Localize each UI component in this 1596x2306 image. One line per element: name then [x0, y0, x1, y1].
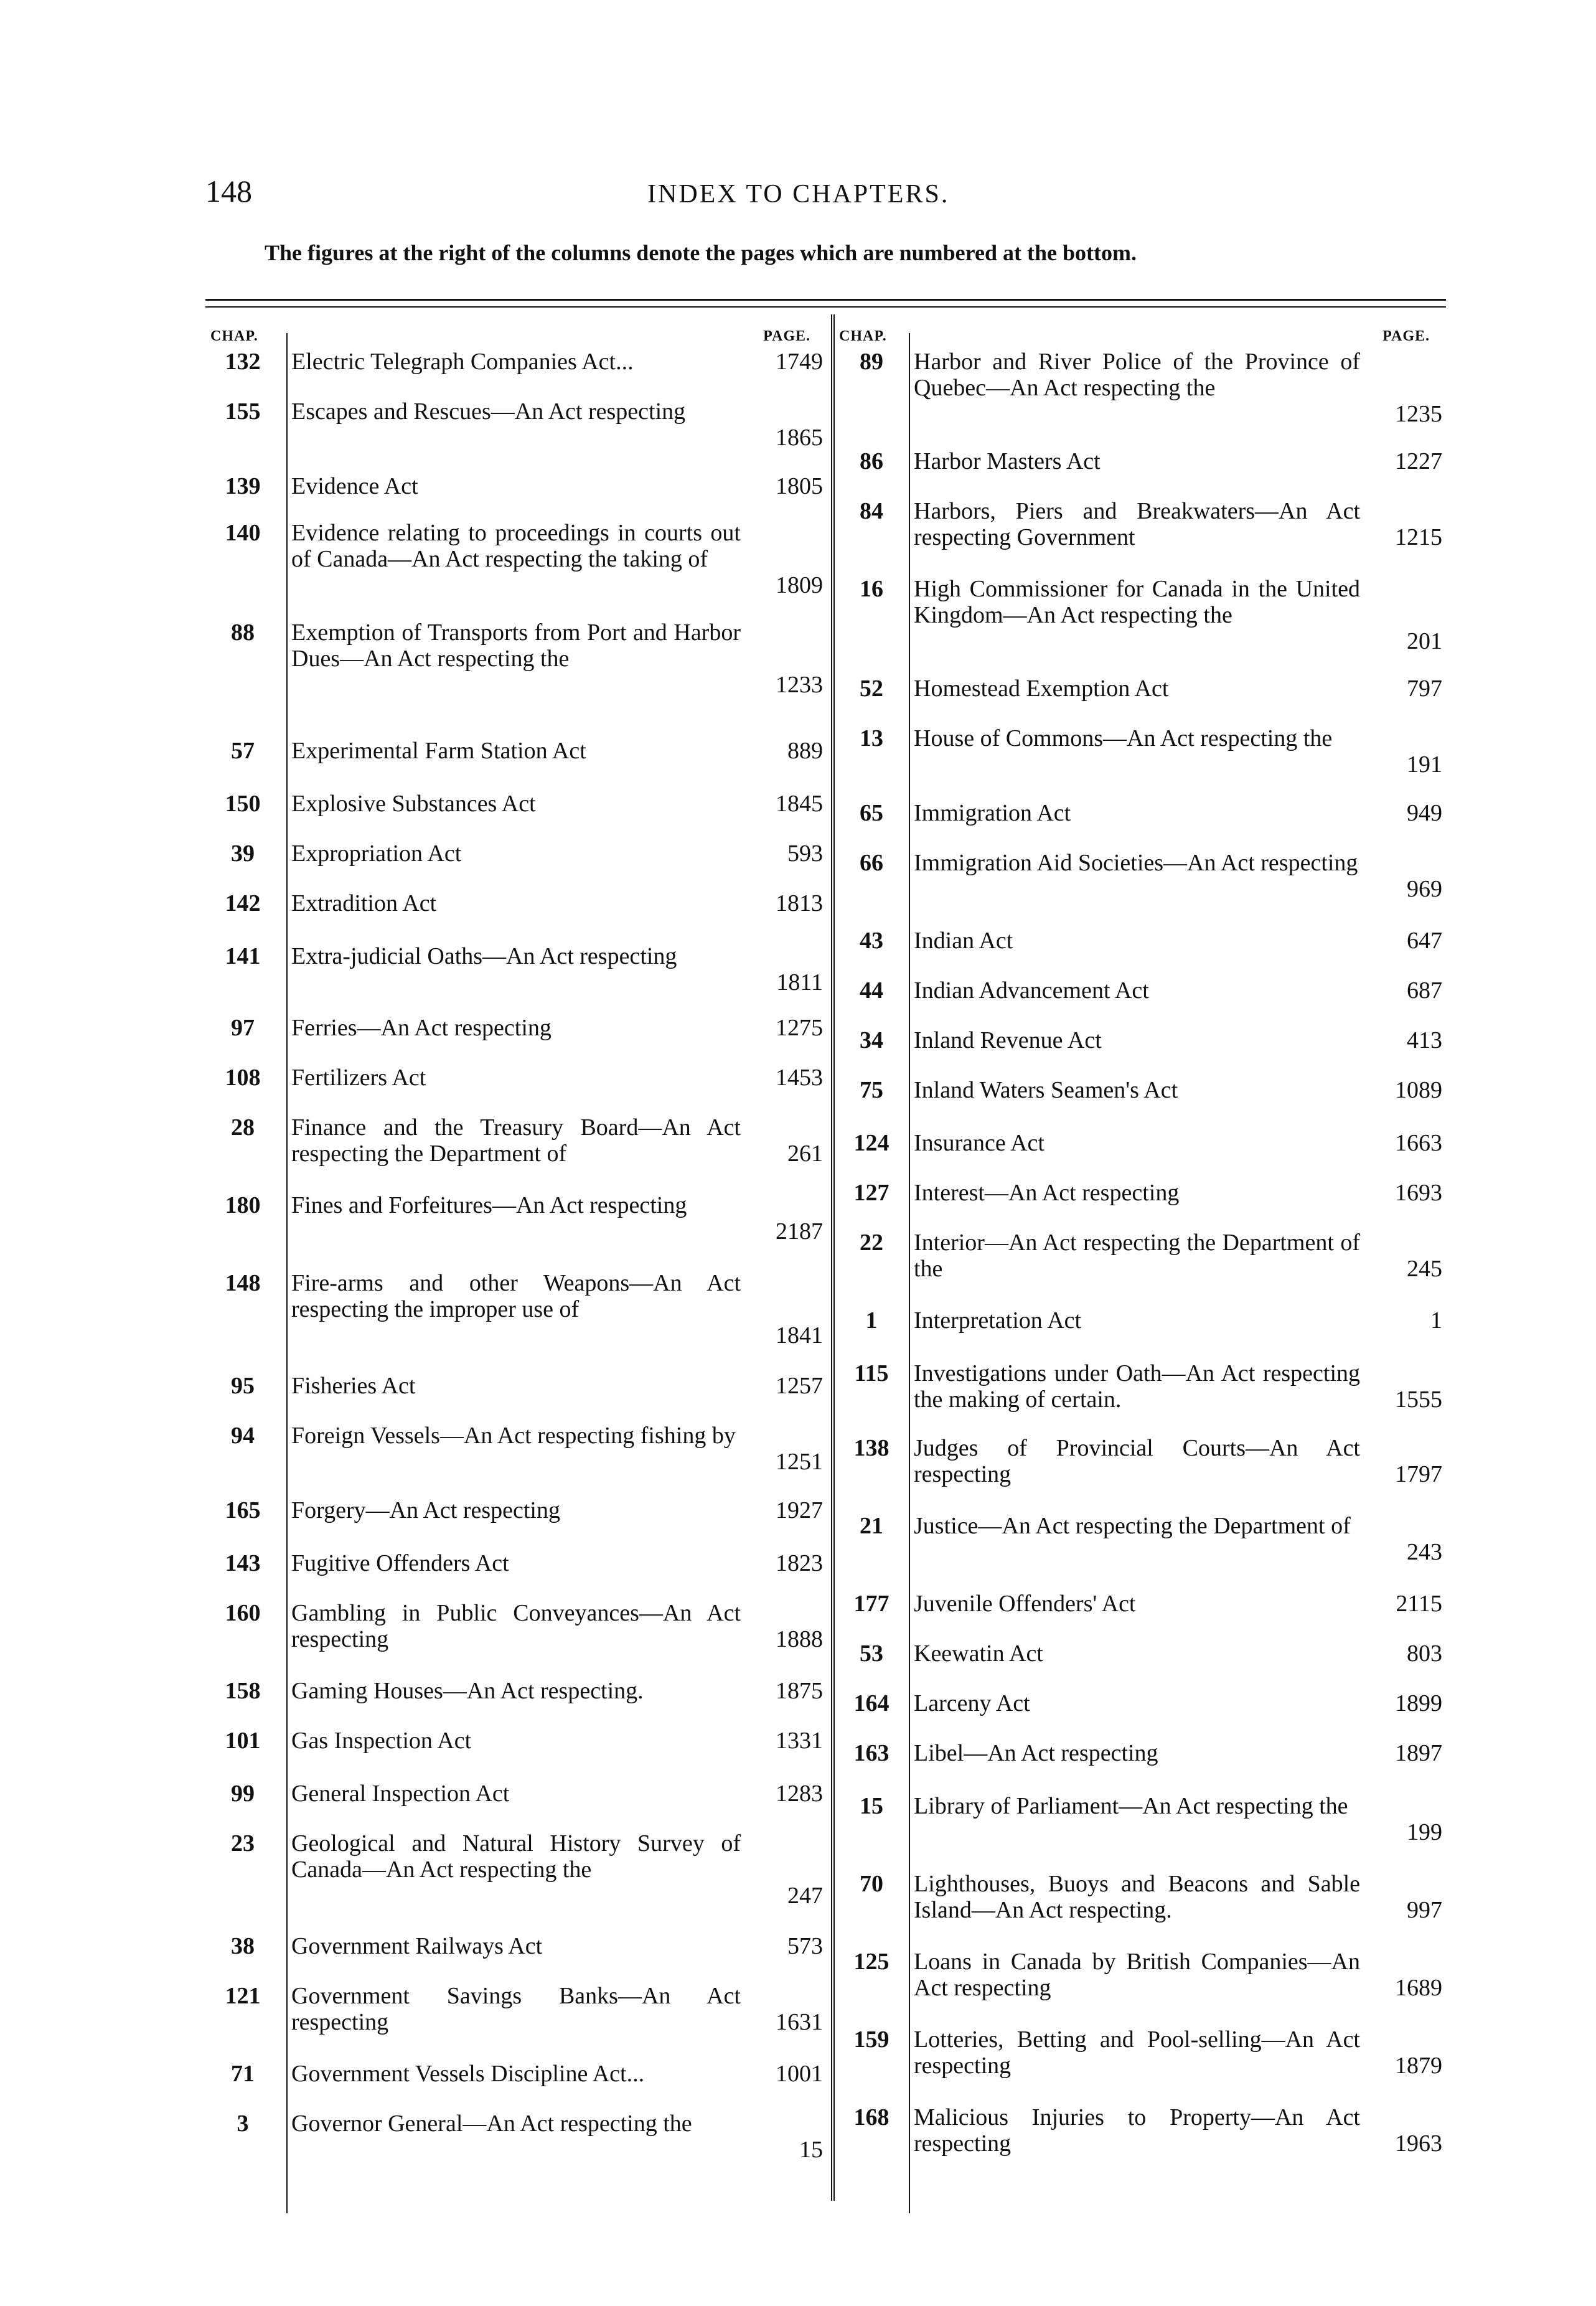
act-title: Harbors, Piers and Breakwaters—An Act respecting Government: [914, 498, 1360, 550]
index-entry: [834, 576, 1447, 654]
chapter-number: 38: [231, 1933, 255, 1959]
index-entry: [205, 619, 828, 698]
act-title: Exemption of Transports from Port and Harbor Dues—An Act respecting the: [291, 619, 741, 672]
index-entry: [205, 738, 828, 764]
index-entry: [834, 1435, 1447, 1487]
page-reference: 1235: [1395, 401, 1442, 427]
chapter-number: 97: [231, 1015, 255, 1041]
index-entry: [834, 1360, 1447, 1413]
chap-header: CHAP.: [210, 328, 258, 344]
index-entry: [205, 398, 828, 451]
act-title: Indian Act: [914, 928, 1013, 954]
chapter-number: 86: [860, 448, 883, 474]
index-entry: [834, 1513, 1447, 1565]
index-entry: [834, 977, 1447, 1004]
chapter-number: 88: [231, 619, 255, 646]
page-reference: 201: [1407, 628, 1442, 654]
act-title: Library of Parliament—An Act respecting the: [914, 1793, 1348, 1819]
index-entry: [834, 1949, 1447, 2001]
chapter-number: 28: [231, 1114, 255, 1141]
page-reference: 1631: [776, 2009, 823, 2035]
act-title: Investigations under Oath—An Act respecting the making of certain.: [914, 1360, 1360, 1413]
chapter-number: 168: [853, 2104, 890, 2130]
page-reference: 1257: [776, 1373, 823, 1399]
page-reference: 243: [1407, 1539, 1442, 1565]
chapter-number: 177: [853, 1591, 890, 1617]
chapter-number: 158: [225, 1678, 261, 1704]
chapter-number: 43: [860, 928, 883, 954]
act-title: Escapes and Rescues—An Act respecting: [291, 398, 686, 425]
chapter-number: 132: [225, 349, 261, 375]
index-entry: [205, 1423, 828, 1475]
index-entry: [205, 1830, 828, 1909]
page-reference: 1811: [776, 969, 823, 995]
page-reference: 1689: [1395, 1975, 1442, 2001]
page-reference: 1331: [776, 1728, 823, 1754]
page-reference: 1453: [776, 1065, 823, 1091]
page-reference: 1233: [776, 672, 823, 698]
act-title: Fire-arms and other Weapons—An Act respecting the improper use of: [291, 1270, 741, 1322]
act-title: Finance and the Treasury Board—An Act respecting the Department of: [291, 1114, 741, 1167]
index-entry: [834, 1130, 1447, 1156]
chapter-number: 15: [860, 1793, 883, 1819]
act-title: Insurance Act: [914, 1130, 1044, 1156]
index-entry: [834, 1077, 1447, 1103]
chap-header: CHAP.: [839, 328, 887, 344]
page-reference: 191: [1407, 751, 1442, 778]
index-entry: [205, 1015, 828, 1041]
index-entry: [834, 1307, 1447, 1334]
index-entry: [834, 1027, 1447, 1053]
page-header: PAGE.: [763, 328, 810, 344]
act-title: Fugitive Offenders Act: [291, 1550, 509, 1576]
page-reference: 1899: [1395, 1690, 1442, 1716]
act-title: Government Savings Banks—An Act respecting: [291, 1983, 741, 2035]
chapter-number: 138: [853, 1435, 890, 1461]
index-entry: [205, 1550, 828, 1576]
act-title: Extra-judicial Oaths—An Act respecting: [291, 943, 677, 969]
page-reference: 1001: [776, 2061, 823, 2087]
page-reference: 1797: [1395, 1461, 1442, 1487]
page-reference: 245: [1407, 1256, 1442, 1282]
act-title: House of Commons—An Act respecting the: [914, 725, 1333, 751]
page-reference: 15: [799, 2137, 823, 2163]
page-reference: 1215: [1395, 524, 1442, 550]
chapter-number: 34: [860, 1027, 883, 1053]
index-entry: [205, 943, 828, 995]
act-title: Lighthouses, Buoys and Beacons and Sable Island—An Act respecting.: [914, 1871, 1360, 1923]
chapter-number: 125: [853, 1949, 890, 1975]
act-title: Indian Advancement Act: [914, 977, 1149, 1004]
index-entry: [834, 1871, 1447, 1923]
act-title: Loans in Canada by British Companies—An Act respecting: [914, 1949, 1360, 2001]
act-title: Judges of Provincial Courts—An Act respecting: [914, 1435, 1360, 1487]
chapter-number: 99: [231, 1781, 255, 1807]
chapter-number: 148: [225, 1270, 261, 1296]
left-column: [205, 314, 828, 2213]
page-reference: 1845: [776, 791, 823, 817]
page-reference: 573: [787, 1933, 823, 1959]
page-reference: 647: [1407, 928, 1442, 954]
act-title: Gaming Houses—An Act respecting.: [291, 1678, 644, 1704]
page-reference: 1927: [776, 1497, 823, 1523]
page-reference: 1875: [776, 1678, 823, 1704]
act-title: General Inspection Act: [291, 1781, 510, 1807]
page-reference: 413: [1407, 1027, 1442, 1053]
page-reference: 1813: [776, 890, 823, 916]
act-title: Evidence Act: [291, 473, 418, 499]
chapter-number: 165: [225, 1497, 261, 1523]
chapter-number: 139: [225, 473, 261, 499]
page-reference: 1879: [1395, 2053, 1442, 2079]
page-reference: 997: [1407, 1897, 1442, 1923]
act-title: Keewatin Act: [914, 1640, 1043, 1667]
chapter-number: 150: [225, 791, 261, 817]
act-title: Government Railways Act: [291, 1933, 543, 1959]
act-title: Inland Waters Seamen's Act: [914, 1077, 1178, 1103]
index-entry: [834, 800, 1447, 826]
index-entry: [834, 675, 1447, 702]
act-title: Larceny Act: [914, 1690, 1030, 1716]
page-reference: 2115: [1396, 1591, 1442, 1617]
right-column: [834, 314, 1447, 2213]
page-reference: 1: [1430, 1307, 1442, 1334]
page-reference: 949: [1407, 800, 1442, 826]
index-entry: [205, 2111, 828, 2163]
page-reference: 1693: [1395, 1180, 1442, 1206]
page-reference: 1963: [1395, 2130, 1442, 2157]
chapter-number: 65: [860, 800, 883, 826]
index-entry: [205, 1781, 828, 1807]
chapter-number: 163: [853, 1740, 890, 1766]
index-entry: [834, 2104, 1447, 2157]
page-reference: 1897: [1395, 1740, 1442, 1766]
chapter-number: 160: [225, 1600, 261, 1626]
page-reference: 1555: [1395, 1386, 1442, 1413]
chapter-number: 3: [237, 2111, 249, 2137]
act-title: Interpretation Act: [914, 1307, 1082, 1334]
chapter-number: 39: [231, 840, 255, 867]
page-reference: 1089: [1395, 1077, 1442, 1103]
header-rule: [205, 299, 1446, 301]
act-title: Ferries—An Act respecting: [291, 1015, 552, 1041]
act-title: Extradition Act: [291, 890, 437, 916]
chapter-number: 71: [231, 2061, 255, 2087]
act-title: Fines and Forfeitures—An Act respecting: [291, 1192, 687, 1218]
chapter-number: 23: [231, 1830, 255, 1857]
index-entry: [205, 349, 828, 375]
act-title: Evidence relating to proceedings in courts out of Canada—An Act respecting the taking of: [291, 520, 741, 572]
index-entry: [205, 840, 828, 867]
act-title: Interest—An Act respecting: [914, 1180, 1180, 1206]
act-title: Fertilizers Act: [291, 1065, 426, 1091]
page-reference: 889: [787, 738, 823, 764]
chapter-number: 53: [860, 1640, 883, 1667]
chapter-number: 143: [225, 1550, 261, 1576]
act-title: Juvenile Offenders' Act: [914, 1591, 1136, 1617]
index-entry: [205, 791, 828, 817]
header-rule: [205, 306, 1446, 308]
chapter-number: 16: [860, 576, 883, 602]
act-title: Fisheries Act: [291, 1373, 416, 1399]
act-title: Inland Revenue Act: [914, 1027, 1102, 1053]
index-entry: [205, 473, 828, 499]
chapter-number: 66: [860, 850, 883, 876]
chapter-number: 108: [225, 1065, 261, 1091]
chapter-number: 75: [860, 1077, 883, 1103]
chapter-number: 121: [225, 1983, 261, 2009]
page-reference: 797: [1407, 675, 1442, 702]
act-title: Immigration Aid Societies—An Act respecting: [914, 850, 1358, 876]
page-note: The figures at the right of the columns denote the pages which are numbered at the bottom.: [265, 240, 1137, 265]
index-entry: [205, 1373, 828, 1399]
chapter-number: 13: [860, 725, 883, 751]
index-entry: [834, 1180, 1447, 1206]
page-header: PAGE.: [1382, 328, 1430, 344]
chapter-number: 142: [225, 890, 261, 916]
chapter-number: 84: [860, 498, 883, 524]
act-title: Gas Inspection Act: [291, 1728, 472, 1754]
index-entry: [834, 1591, 1447, 1617]
act-title: Governor General—An Act respecting the: [291, 2111, 692, 2137]
index-entry: [205, 1192, 828, 1245]
chapter-number: 95: [231, 1373, 255, 1399]
index-entry: [205, 890, 828, 916]
index-entry: [834, 1740, 1447, 1766]
page-reference: 1251: [776, 1449, 823, 1475]
index-entry: [205, 1600, 828, 1652]
page-reference: 2187: [776, 1218, 823, 1245]
index-entry: [834, 1640, 1447, 1667]
act-title: Immigration Act: [914, 800, 1071, 826]
index-entry: [834, 2026, 1447, 2079]
chapter-number: 22: [860, 1230, 883, 1256]
act-title: Electric Telegraph Companies Act...: [291, 349, 634, 375]
page-reference: 1809: [776, 572, 823, 598]
page-reference: 803: [1407, 1640, 1442, 1667]
chapter-number: 164: [853, 1690, 890, 1716]
page-reference: 1805: [776, 473, 823, 499]
act-title: Homestead Exemption Act: [914, 675, 1169, 702]
index-entry: [205, 1114, 828, 1167]
page-number: 148: [205, 174, 252, 209]
page-reference: 1841: [776, 1322, 823, 1348]
index-entry: [834, 1230, 1447, 1282]
index-entry: [834, 725, 1447, 778]
chapter-number: 180: [225, 1192, 261, 1218]
act-title: Interior—An Act respecting the Department of the: [914, 1230, 1360, 1282]
page-reference: 261: [787, 1141, 823, 1167]
chapter-number: 89: [860, 349, 883, 375]
chapter-number: 1: [865, 1307, 878, 1334]
chapter-number: 70: [860, 1871, 883, 1897]
chapter-number: 94: [231, 1423, 255, 1449]
chapter-number: 21: [860, 1513, 883, 1539]
page-reference: 1865: [776, 425, 823, 451]
chapter-number: 57: [231, 738, 255, 764]
index-entry: [834, 498, 1447, 550]
act-title: Harbor and River Police of the Province of Quebec—An Act respecting the: [914, 349, 1360, 401]
act-title: Justice—An Act respecting the Department of: [914, 1513, 1351, 1539]
act-title: Geological and Natural History Survey of Canada—An Act respecting the: [291, 1830, 741, 1883]
page-reference: 1888: [776, 1626, 823, 1652]
act-title: Harbor Masters Act: [914, 448, 1101, 474]
index-entry: [834, 928, 1447, 954]
chapter-number: 44: [860, 977, 883, 1004]
act-title: Forgery—An Act respecting: [291, 1497, 560, 1523]
page-reference: 593: [787, 840, 823, 867]
page-reference: 1823: [776, 1550, 823, 1576]
chapter-number: 155: [225, 398, 261, 425]
index-entry: [205, 1497, 828, 1523]
page-reference: 247: [787, 1883, 823, 1909]
chapter-number: 140: [225, 520, 261, 546]
act-title: Malicious Injuries to Property—An Act respecting: [914, 2104, 1360, 2157]
index-entry: [834, 850, 1447, 902]
index-entry: [834, 1690, 1447, 1716]
index-entry: [205, 1933, 828, 1959]
index-entry: [205, 1065, 828, 1091]
act-title: Gambling in Public Conveyances—An Act respecting: [291, 1600, 741, 1652]
act-title: Expropriation Act: [291, 840, 462, 867]
chapter-number: 115: [854, 1360, 889, 1386]
act-title: Lotteries, Betting and Pool-selling—An Act respecting: [914, 2026, 1360, 2079]
chapter-number: 124: [853, 1130, 890, 1156]
index-entry: [205, 1270, 828, 1348]
page-reference: 1749: [776, 349, 823, 375]
page-reference: 969: [1407, 876, 1442, 902]
act-title: Government Vessels Discipline Act...: [291, 2061, 645, 2087]
page-reference: 1283: [776, 1781, 823, 1807]
index-entry: [205, 1728, 828, 1754]
act-title: Explosive Substances Act: [291, 791, 536, 817]
page-reference: 1663: [1395, 1130, 1442, 1156]
chapter-number: 101: [225, 1728, 261, 1754]
running-title: INDEX TO CHAPTERS.: [647, 180, 950, 209]
page-reference: 687: [1407, 977, 1442, 1004]
chapter-number: 141: [225, 943, 261, 969]
index-entry: [834, 448, 1447, 474]
act-title: Foreign Vessels—An Act respecting fishing by: [291, 1423, 736, 1449]
chapter-number: 127: [853, 1180, 890, 1206]
chapter-number: 159: [853, 2026, 890, 2053]
index-entry: [205, 520, 828, 598]
index-entry: [834, 1793, 1447, 1845]
index-entry: [205, 1983, 828, 2035]
index-entry: [205, 2061, 828, 2087]
index-entry: [205, 1678, 828, 1704]
index-entry: [834, 349, 1447, 427]
page-reference: 1227: [1395, 448, 1442, 474]
page-reference: 1275: [776, 1015, 823, 1041]
page-reference: 199: [1407, 1819, 1442, 1845]
chapter-number: 52: [860, 675, 883, 702]
act-title: High Commissioner for Canada in the United Kingdom—An Act respecting the: [914, 576, 1360, 628]
act-title: Libel—An Act respecting: [914, 1740, 1158, 1766]
act-title: Experimental Farm Station Act: [291, 738, 586, 764]
